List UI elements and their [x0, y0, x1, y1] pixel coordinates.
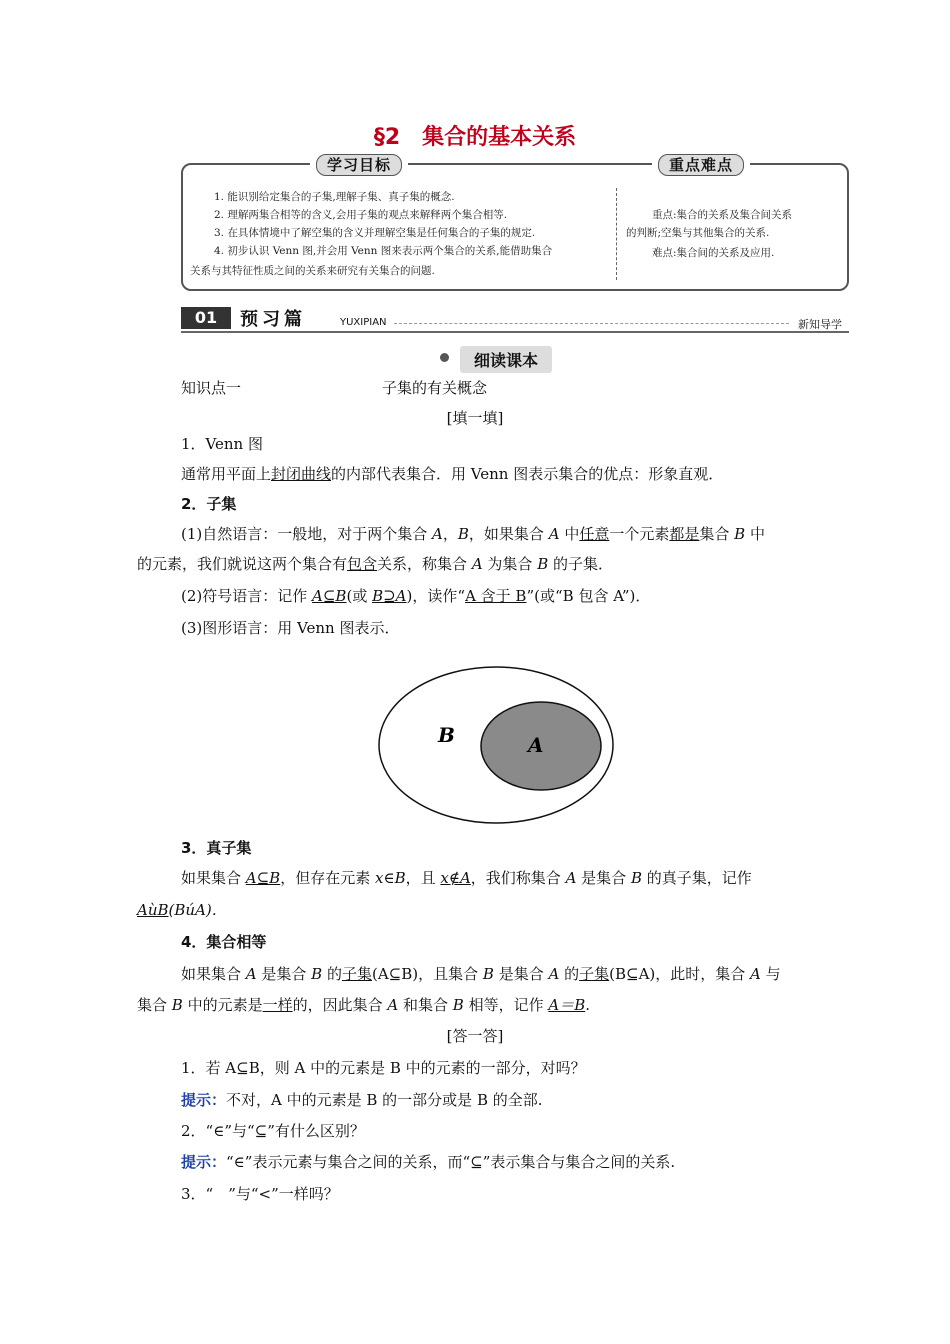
subset-graphic-language: (3)图形语言：用 Venn 图表示． — [181, 619, 400, 637]
keypoints-label-text: 重点难点 — [658, 154, 744, 176]
objectives-label-text: 学习目标 — [316, 154, 402, 176]
answer-label: [答一答] — [446, 1027, 504, 1045]
subset-natural-language-cont: 的元素，我们就说这两个集合有包含关系，称集合 A 为集合 B 的子集． — [137, 555, 614, 573]
knowledge-point-title: 子集的有关概念 — [382, 379, 488, 397]
section-pinyin: YUXIPIAN — [340, 317, 387, 328]
keypoints-label — [652, 154, 750, 175]
section-dashed-line — [394, 323, 789, 324]
proper-subset-notation: AùB(BúA)． — [137, 901, 227, 919]
venn-text: 通常用平面上封闭曲线的内部代表集合．用 Venn 图表示集合的优点：形象直观． — [181, 465, 724, 483]
venn-label-b: B — [438, 723, 455, 747]
page-title: §2 集合的基本关系 — [373, 125, 577, 150]
section-title: 预习篇 — [240, 309, 306, 330]
proper-subset-text: 如果集合 A⊆B，但存在元素 x∈B，且 x∉A，我们称集合 A 是集合 B 的真子集，记作 — [181, 869, 752, 887]
proper-subset-heading: 3．真子集 — [181, 839, 252, 857]
objective-item-1: 1. 能识别给定集合的子集,理解子集、真子集的概念. — [214, 191, 455, 203]
objective-item-5: 关系与其特征性质之间的关系来研究有关集合的问题. — [190, 265, 435, 277]
objective-item-4: 4. 初步认识 Venn 图,并会用 Venn 图来表示两个集合的关系,能借助集合 — [214, 245, 553, 257]
keypoint-line-1: 重点:集合的关系及集合间关系 — [652, 209, 793, 221]
hint-2: 提示：“∈”表示元素与集合之间的关系，而“⊆”表示集合与集合之间的关系. — [181, 1153, 676, 1171]
keypoint-line-3: 难点:集合间的关系及应用. — [652, 247, 775, 259]
objective-item-3: 3. 在具体情境中了解空集的含义并理解空集是任何集合的子集的规定. — [214, 227, 536, 239]
knowledge-point-label: 知识点一 — [181, 379, 242, 397]
set-equality-heading: 4．集合相等 — [181, 933, 267, 951]
venn-heading: 1．Venn 图 — [181, 435, 263, 453]
subhead: 细读课本 — [460, 346, 552, 373]
venn-diagram — [376, 664, 618, 828]
question-2: 2．“∈”与“⊆”有什么区别？ — [181, 1122, 365, 1140]
fill-label: [填一填] — [446, 409, 504, 427]
set-equality-text-cont: 集合 B 中的元素是一样的，因此集合 A 和集合 B 相等，记作 A＝B. — [137, 996, 590, 1014]
section-underline — [181, 331, 849, 333]
question-3: 3．“ ”与“<”一样吗？ — [181, 1185, 339, 1203]
objectives-divider — [616, 188, 617, 280]
subset-heading: 2．子集 — [181, 495, 237, 513]
hint-1: 提示：不对，A 中的元素是 B 的一部分或是 B 的全部. — [181, 1091, 543, 1109]
section-number: 01 — [181, 307, 231, 329]
objectives-label — [310, 154, 408, 175]
objective-item-2: 2. 理解两集合相等的含义,会用子集的观点来解释两个集合相等. — [214, 209, 508, 221]
subhead-dot-icon — [440, 353, 449, 362]
subset-symbol-language: (2)符号语言：记作 A⊆B(或 B⊇A)，读作“A 含于 B”(或“B 包含 A”)． — [181, 587, 651, 605]
subset-natural-language: (1)自然语言：一般地，对于两个集合 A，B，如果集合 A 中任意一个元素都是集合 B 中 — [181, 525, 765, 543]
section-right-label: 新知导学 — [798, 318, 842, 331]
venn-label-a: A — [528, 733, 544, 757]
question-1: 1．若 A⊆B，则 A 中的元素是 B 中的元素的一部分，对吗？ — [181, 1059, 586, 1077]
set-equality-text: 如果集合 A 是集合 B 的子集(A⊆B)，且集合 B 是集合 A 的子集(B⊆A)，此时，集合 A 与 — [181, 965, 781, 983]
keypoint-line-2: 的判断;空集与其他集合的关系. — [626, 227, 770, 239]
